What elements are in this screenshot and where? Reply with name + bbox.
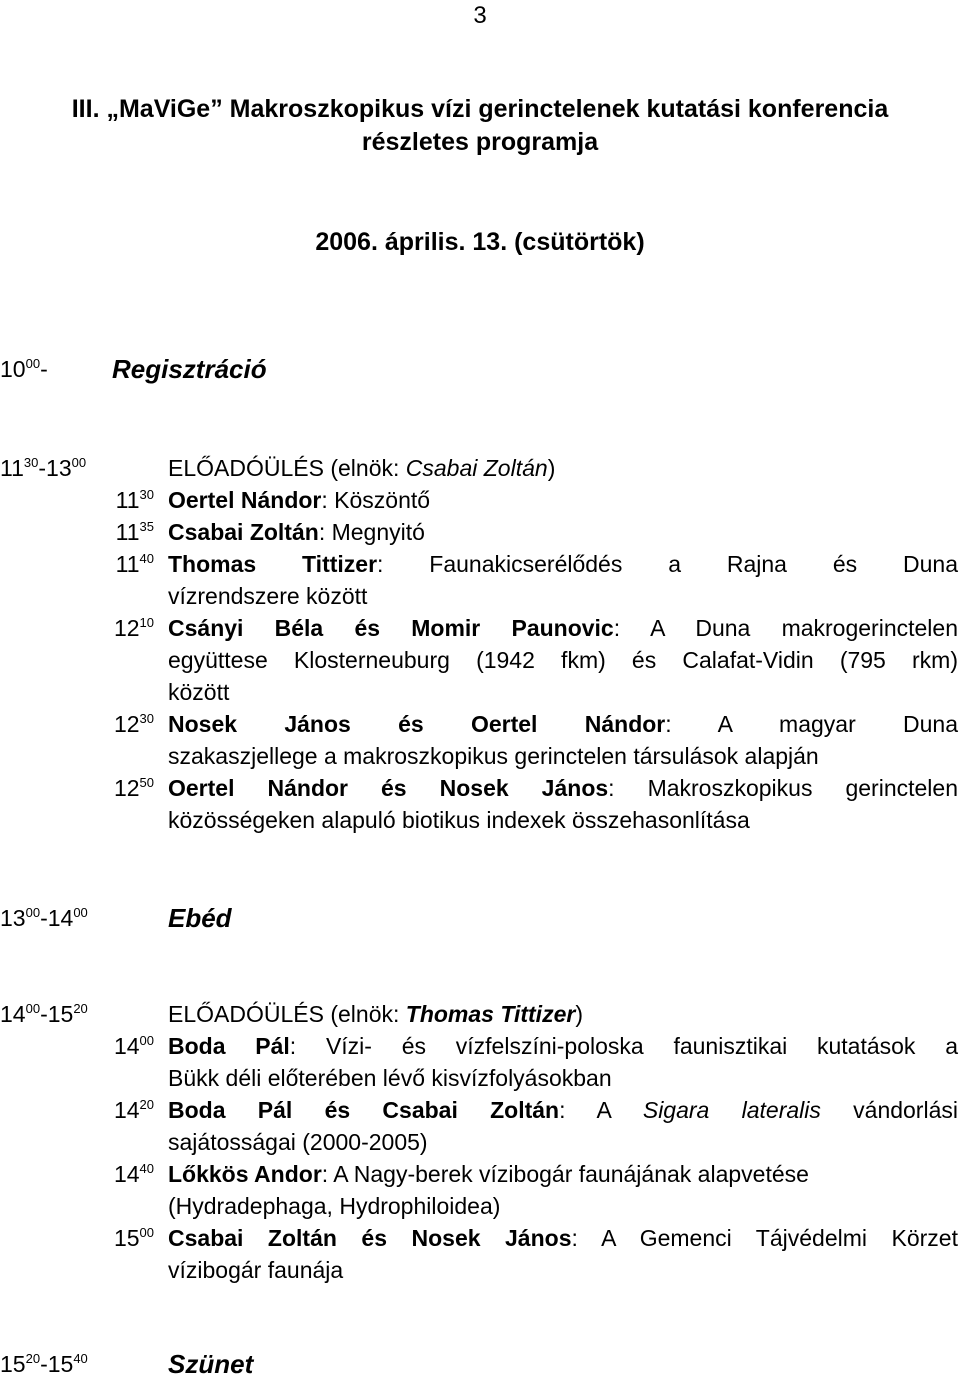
talk-speakers: Boda Pál és Csabai Zoltán [168, 1097, 560, 1123]
talk-title-continued: vízrendszere között [168, 583, 368, 609]
registration-block [0, 353, 960, 385]
talk-speakers: Oertel Nándor [168, 487, 322, 513]
talk-title: : Megnyitó [318, 519, 425, 545]
session-2-chair-line: ELŐADÓÜLÉS (elnök: Thomas Tittizer) [168, 1001, 583, 1027]
lunch-block [0, 902, 960, 934]
talk-title: : Köszöntő [321, 487, 431, 513]
talk-item [0, 516, 960, 548]
talk-item [0, 548, 960, 580]
talk-time: $12^{30}$ [113, 711, 154, 737]
talk-title-continued: (Hydradephaga, Hydrophiloidea) [168, 1193, 501, 1219]
talk-title-continued: sajátosságai (2000-2005) [168, 1129, 428, 1155]
talk-title: : A magyar Duna [665, 711, 959, 737]
talk-time: $12^{50}$ [113, 775, 154, 801]
talk-speakers: Thomas Tittizer [168, 551, 378, 577]
talk-title: : A Gemenci Tájvédelmi Körzet [571, 1225, 958, 1251]
title-line-1: III. „MaViGe” Makroszkopikus vízi gerinctelenek kutatási konferencia [71, 95, 889, 123]
registration-time: $10^{00}-$ [0, 356, 48, 382]
title-line-2: részletes programja [361, 128, 599, 156]
lunch-time: $13^{00}-14^{00}$ [0, 905, 88, 931]
break-block [0, 1348, 960, 1380]
session-2 [0, 998, 960, 1286]
talk-time: $14^{20}$ [113, 1097, 154, 1123]
talk-speakers: Csabai Zoltán [168, 519, 319, 545]
page-number: 3 [473, 2, 487, 29]
break-time: $15^{20}-15^{40}$ [0, 1351, 88, 1377]
talk-speakers: Oertel Nándor és Nosek János [168, 775, 609, 801]
break-label: Szünet [168, 1349, 254, 1379]
registration-label: Regisztráció [112, 354, 267, 384]
session-2-time: $14^{00}-15^{20}$ [0, 1001, 88, 1027]
talk-item [0, 612, 960, 644]
session-1-time: $11^{30}-13^{00}$ [0, 455, 87, 481]
session-1-chair: Csabai Zoltán [405, 455, 548, 481]
talk-item [0, 1030, 960, 1062]
session-1-header [0, 452, 960, 484]
talk-time: $12^{10}$ [113, 615, 154, 641]
talk-item [0, 1222, 960, 1254]
talk-speakers: Csabai Zoltán és Nosek János [168, 1225, 572, 1251]
conference-date: 2006. április. 13. (csütörtök) [315, 228, 645, 256]
talk-speakers: Csányi Béla és Momir Paunovic [168, 615, 614, 641]
talk-time: $15^{00}$ [113, 1225, 154, 1251]
talk-title: : A Nagy-berek vízibogár faunájának alapvetése [321, 1161, 809, 1187]
talk-speakers: Lőkkös Andor [168, 1161, 322, 1187]
talk-item: $14^{20}$ Boda Pál és Csabai Zoltán: A Sigara lateralis vándorlási [0, 1094, 960, 1126]
talk-title-continued: szakaszjellege a makroszkopikus gerinctelen társulások alapján [168, 743, 819, 769]
talk-time: $14^{00}$ [113, 1033, 154, 1059]
talk-speakers: Nosek János és Oertel Nándor [168, 711, 666, 737]
talk-speakers: Boda Pál [168, 1033, 290, 1059]
session-1 [0, 452, 960, 836]
talk-title: : Faunakicserélődés a Rajna és Duna [377, 551, 958, 577]
talk-time: $11^{35}$ [115, 519, 154, 545]
talk-title-continued: közösségeken alapuló biotikus indexek összehasonlítása [168, 807, 750, 833]
talk-time: $14^{40}$ [113, 1161, 154, 1187]
talk-title-continued: között [168, 679, 230, 705]
talk-title: : A Duna makrogerinctelen [613, 615, 958, 641]
session-2-chair: Thomas Tittizer [405, 1001, 576, 1027]
session-2-header [0, 998, 960, 1030]
talk-item [0, 708, 960, 740]
talk-title-continued: együttese Klosterneuburg (1942 fkm) és Calafat-Vidin (795 rkm) [168, 647, 958, 673]
talk-time: $11^{40}$ [115, 551, 154, 577]
talk-item [0, 1158, 960, 1190]
talk-title: : Makroszkopikus gerinctelen [608, 775, 958, 801]
document-title [0, 93, 960, 159]
talk-time: $11^{30}$ [115, 487, 154, 513]
session-1-chair-line: ELŐADÓÜLÉS (elnök: Csabai Zoltán) [168, 455, 556, 481]
talk-title: : Vízi- és vízfelszíni-poloska faunisztikai kutatások a [289, 1033, 958, 1059]
talk-item [0, 484, 960, 516]
talk-title-continued: Bükk déli előterében lévő kisvízfolyásokban [168, 1065, 612, 1091]
talk-title-continued: vízibogár faunája [168, 1257, 344, 1283]
talk-item [0, 772, 960, 804]
species-name: Sigara lateralis [642, 1097, 821, 1123]
lunch-label: Ebéd [168, 903, 232, 933]
